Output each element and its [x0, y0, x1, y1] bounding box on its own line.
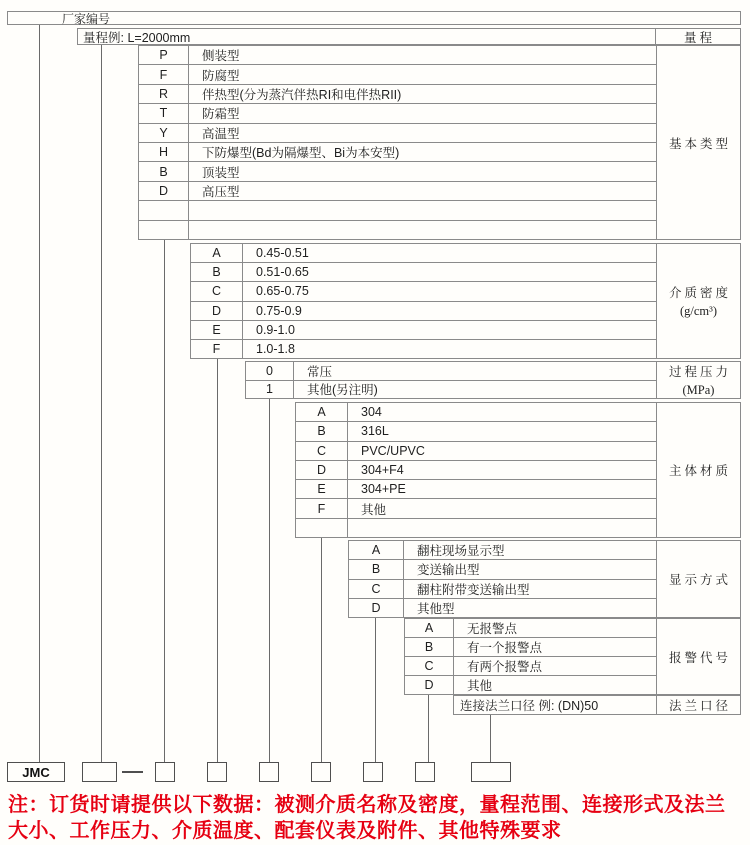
basic-type-row-1-code: F: [139, 65, 189, 83]
medium-density-row-3-desc: 0.75-0.9: [256, 303, 302, 318]
body-material-row-4-desc: 304+PE: [361, 482, 406, 497]
alarm-code-row-3: [405, 676, 656, 694]
code-box-7: [363, 762, 383, 782]
medium-density-row-2-code: C: [191, 282, 243, 300]
connector-line-4: [217, 359, 218, 762]
order-note: [8, 792, 748, 844]
process-pressure-table: [245, 361, 657, 399]
basic-type-row-7: [139, 182, 656, 201]
basic-type-row-2: [139, 85, 656, 104]
code-box-prefix: JMC: [7, 762, 65, 782]
display-mode-row-3-desc: 其他型: [417, 601, 455, 616]
display-mode-row-0: [349, 541, 656, 560]
medium-density-row-5-code: F: [191, 340, 243, 358]
body-material-row-6-code: [296, 519, 348, 537]
basic-type-row-9: [139, 221, 656, 239]
medium-density-table: [190, 243, 657, 359]
basic-type-row-9-desc: [189, 221, 656, 239]
code-box-9: [471, 762, 511, 782]
basic-type-row-3: [139, 104, 656, 123]
process-pressure-row-1-desc: 其他(另注明): [307, 383, 378, 398]
alarm-code-row-2: [405, 657, 656, 676]
process-pressure-side-label-line-0: 过程压力: [668, 365, 731, 379]
code-box-8: [415, 762, 435, 782]
basic-type-row-4-code: Y: [139, 124, 189, 142]
alarm-code-row-0-code: A: [405, 619, 454, 637]
medium-density-row-4-code: E: [191, 321, 243, 339]
medium-density-side-label-line-0: 介质密度: [668, 286, 731, 300]
display-mode-row-1: [349, 560, 656, 579]
medium-density-row-5: [191, 340, 656, 358]
connector-line-2: [101, 45, 102, 762]
basic-type-row-8-code: [139, 201, 189, 219]
process-pressure-side-label: [656, 361, 741, 399]
alarm-code-row-3-desc: 其他: [467, 679, 493, 693]
body-material-row-1-desc: 316L: [361, 424, 389, 439]
display-mode-row-1-desc: 变送输出型: [417, 563, 480, 578]
range-row: [77, 28, 741, 45]
medium-density-row-4: [191, 321, 656, 340]
body-material-row-2-code: C: [296, 442, 348, 460]
basic-type-row-8-desc: [189, 201, 656, 219]
connector-line-9: [490, 715, 491, 762]
alarm-code-row-3-code: D: [405, 676, 454, 694]
body-material-row-3-desc: 304+F4: [361, 462, 404, 477]
manufacturer-code-row: [7, 11, 741, 25]
order-note-line-2: 大小、工作压力、介质温度、配套仪表及附件、其他特殊要求: [8, 820, 562, 842]
process-pressure-row-1-code: 1: [246, 381, 294, 399]
basic-type-row-5-desc: 下防爆型(Bd为隔爆型、Bi为本安型): [202, 146, 400, 161]
medium-density-row-3: [191, 302, 656, 321]
medium-density-side-label: [656, 243, 741, 359]
display-mode-row-2-code: C: [349, 580, 404, 598]
basic-type-row-1: [139, 65, 656, 84]
medium-density-row-1-desc: 0.51-0.65: [256, 265, 309, 280]
basic-type-row-5-code: H: [139, 143, 189, 161]
body-material-row-4-code: E: [296, 480, 348, 498]
manufacturer-code-label: 厂家编号: [62, 11, 111, 26]
body-material-row-6-desc: [348, 519, 656, 537]
basic-type-row-4: [139, 124, 656, 143]
body-material-row-2: [296, 442, 656, 461]
connector-line-5: [269, 399, 270, 762]
process-pressure-row-0-code: 0: [246, 362, 294, 380]
basic-type-row-9-code: [139, 221, 189, 239]
medium-density-row-0-code: A: [191, 244, 243, 262]
body-material-row-5-desc: 其他: [361, 502, 387, 517]
alarm-code-row-1-desc: 有一个报警点: [467, 641, 543, 655]
medium-density-side-label-line-1: (g/cm³): [679, 304, 718, 318]
display-mode-row-2-desc: 翻柱附带变送输出型: [417, 582, 530, 597]
alarm-code-row-0-desc: 无报警点: [467, 622, 518, 636]
basic-type-row-6: [139, 162, 656, 181]
basic-type-row-6-desc: 顶装型: [202, 165, 240, 180]
display-mode-row-3: [349, 599, 656, 617]
medium-density-row-0: [191, 244, 656, 263]
basic-type-side-label: [656, 45, 741, 240]
body-material-row-6: [296, 519, 656, 537]
basic-type-side-label-line-0: 基本类型: [668, 136, 731, 151]
order-note-line-1: 注：订货时请提供以下数据：被测介质名称及密度，量程范围、连接形式及法兰: [8, 794, 726, 816]
code-box-6: [311, 762, 331, 782]
medium-density-row-4-desc: 0.9-1.0: [256, 322, 295, 337]
body-material-row-4: [296, 480, 656, 499]
basic-type-row-5: [139, 143, 656, 162]
basic-type-row-6-code: B: [139, 162, 189, 180]
range-side-label: 量程: [655, 29, 740, 44]
body-material-row-5: [296, 499, 656, 518]
code-box-3: [155, 762, 175, 782]
medium-density-row-2-desc: 0.65-0.75: [256, 284, 309, 299]
medium-density-row-1: [191, 263, 656, 282]
connector-line-7: [375, 618, 376, 762]
alarm-code-row-1: [405, 638, 656, 657]
alarm-code-side-label-line-0: 报警代号: [668, 650, 731, 665]
body-material-row-3-code: D: [296, 461, 348, 479]
connector-line-3: [164, 240, 165, 762]
display-mode-row-0-code: A: [349, 541, 404, 559]
alarm-code-row-2-desc: 有两个报警点: [467, 660, 543, 674]
connector-line-8: [428, 695, 429, 762]
flange-size-side-label: [656, 695, 741, 715]
basic-type-row-2-desc: 伴热型(分为蒸汽伴热RI和电伴热RII): [202, 88, 402, 103]
display-mode-row-0-desc: 翻柱现场显示型: [417, 544, 505, 559]
basic-type-row-7-desc: 高压型: [202, 185, 240, 200]
process-pressure-row-1: [246, 381, 656, 399]
basic-type-row-4-desc: 高温型: [202, 126, 240, 141]
medium-density-row-2: [191, 282, 656, 301]
display-mode-table: [348, 540, 657, 618]
code-box-2: [82, 762, 117, 782]
body-material-row-1-code: B: [296, 422, 348, 440]
process-pressure-side-label-line-1: (MPa): [682, 383, 715, 397]
basic-type-row-1-desc: 防腐型: [202, 68, 240, 83]
code-box-4: [207, 762, 227, 782]
medium-density-row-0-desc: 0.45-0.51: [256, 246, 309, 261]
flange-size-row-0: [454, 696, 656, 714]
body-material-row-0-code: A: [296, 403, 348, 421]
body-material-row-0: [296, 403, 656, 422]
alarm-code-row-2-code: C: [405, 657, 454, 675]
alarm-code-row-0: [405, 619, 656, 638]
basic-type-row-7-code: D: [139, 182, 189, 200]
range-example-text: 量程例: L=2000mm: [83, 30, 191, 45]
dash-separator: [122, 771, 143, 773]
display-mode-row-2: [349, 580, 656, 599]
process-pressure-row-0: [246, 362, 656, 381]
body-material-side-label-line-0: 主体材质: [668, 464, 731, 478]
basic-type-row-0-code: P: [139, 46, 189, 64]
basic-type-row-0-desc: 侧装型: [202, 49, 240, 64]
alarm-code-side-label: [656, 618, 741, 695]
process-pressure-row-0-desc: 常压: [307, 364, 333, 379]
alarm-code-table: [404, 618, 657, 695]
basic-type-row-2-code: R: [139, 85, 189, 103]
basic-type-row-0: [139, 46, 656, 65]
body-material-row-1: [296, 422, 656, 441]
body-material-row-3: [296, 461, 656, 480]
body-material-table: [295, 402, 657, 538]
alarm-code-row-1-code: B: [405, 638, 454, 656]
medium-density-row-5-desc: 1.0-1.8: [256, 341, 295, 356]
body-material-row-2-desc: PVC/UPVC: [361, 443, 425, 458]
connector-line-6: [321, 538, 322, 762]
display-mode-side-label: [656, 540, 741, 618]
medium-density-row-3-code: D: [191, 302, 243, 320]
basic-type-row-3-code: T: [139, 104, 189, 122]
body-material-side-label: [656, 402, 741, 538]
flange-size-table: [453, 695, 657, 715]
body-material-row-5-code: F: [296, 499, 348, 517]
basic-type-table: [138, 45, 657, 240]
flange-size-row-0-desc: 连接法兰口径 例: (DN)50: [460, 699, 599, 713]
connector-line-1: [39, 25, 40, 762]
display-mode-row-3-code: D: [349, 599, 404, 617]
display-mode-row-1-code: B: [349, 560, 404, 578]
display-mode-side-label-line-0: 显示方式: [668, 573, 731, 587]
code-box-5: [259, 762, 279, 782]
medium-density-row-1-code: B: [191, 263, 243, 281]
basic-type-row-3-desc: 防霜型: [202, 107, 240, 122]
flange-size-side-label-line-0: 法兰口径: [668, 699, 731, 713]
body-material-row-0-desc: 304: [361, 405, 382, 420]
basic-type-row-8: [139, 201, 656, 220]
